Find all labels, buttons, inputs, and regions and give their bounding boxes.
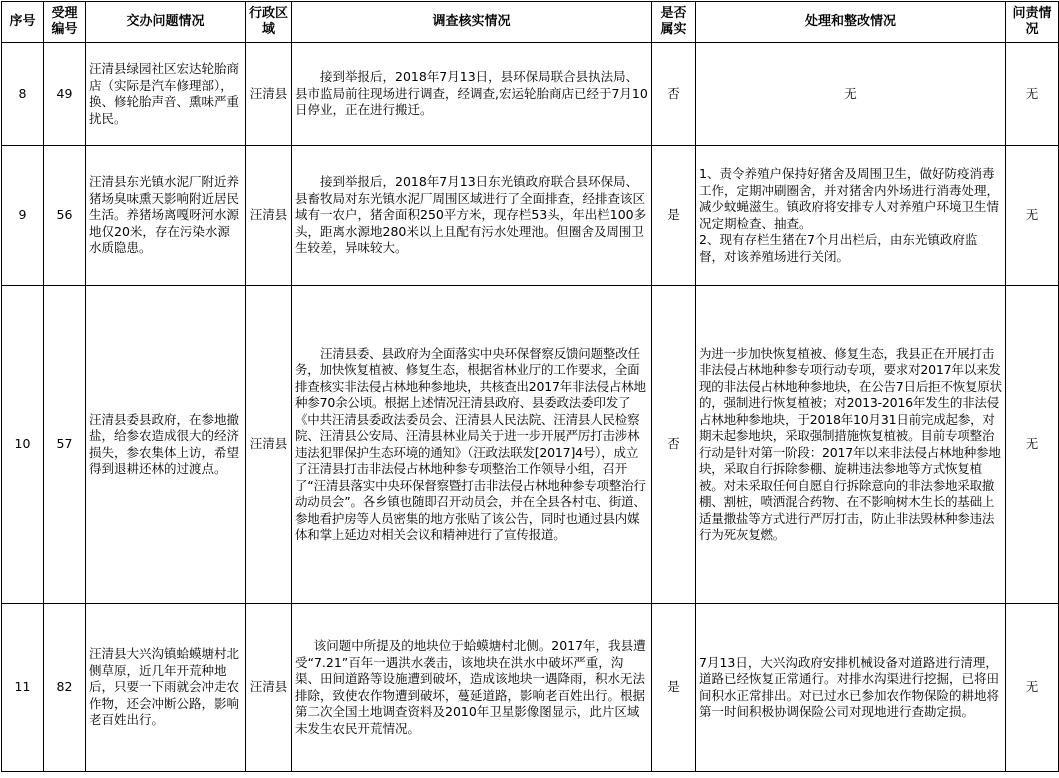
cell-verified: 是 <box>652 604 696 772</box>
cell-investigation: 接到举报后，2018年7月13日，县环保局联合县执法局、县市监局前往现场进行调查，经调查,宏运轮胎商店已经于7月10日停业，正在进行搬迁。 <box>292 43 652 146</box>
header-verified: 是否属实 <box>652 2 696 43</box>
cell-no: 10 <box>2 286 44 604</box>
cell-case-no: 57 <box>44 286 86 604</box>
cell-accountability: 无 <box>1006 43 1059 146</box>
cell-handling: 无 <box>696 43 1006 146</box>
cell-no: 9 <box>2 146 44 286</box>
cell-investigation: 汪清县委、县政府为全面落实中央环保督察反馈问题整改任务，加快恢复植被、修复生态，根据省林业厅的工作要求，全面排查核实非法侵占林地种参地块，共核查出2017年非法侵占林地种参70余公顷。根据上述情况汪清县政府、县委政法委印发了《中共汪清县委政法委员会、汪清县人民法院、汪清县人民检察院、汪清县公安局、汪清县林业局关于进一步开展严厉打击涉林违法犯罪保护生态环境的通知》（汪政法联发[2017]4号），成立了汪清县打击非法侵占林地种参专项整治工作领导小组，召开了“汪清县落实中央环保督察暨打击非法侵占林地种参专项整治行动动员会”。各乡镇也随即召开动员会，并在全县各村屯、街道、参地看护房等人员密集的地方张贴了该公告，同时也通过县内媒体和掌上延边对相关会议和精神进行了宣传报道。 <box>292 286 652 604</box>
table-row <box>2 43 1059 146</box>
cell-handling: 7月13日，大兴沟政府安排机械设备对道路进行清理，道路已经恢复正常通行。对排水沟渠进行挖掘，已将田间积水正常排出。对已过水已参加农作物保险的耕地将第一时间积极协调保险公司对现地进行查勘定损。 <box>696 604 1006 772</box>
cell-accountability: 无 <box>1006 286 1059 604</box>
cell-no: 11 <box>2 604 44 772</box>
table-row <box>2 146 1059 286</box>
header-no: 序号 <box>2 2 44 43</box>
cell-verified: 是 <box>652 146 696 286</box>
cell-issue: 汪清县大兴沟镇蛤蟆塘村北侧草原，近几年开荒种地后，只要一下雨就会冲走农作物，还会冲断公路，影响老百姓出行。 <box>86 604 246 772</box>
header-issue: 交办问题情况 <box>86 2 246 43</box>
cell-handling: 1、责令养殖户保持好猪舍及周围卫生，做好防疫消毒工作，定期冲刷圈舍，并对猪舍内外场进行消毒处理，减少蚊蝇滋生。镇政府将安排专人对养殖户环境卫生情况定期检查、抽查。 2、现有存栏生猪在7个月出栏后，由东光镇政府监督，对该养殖场进行关闭。 <box>696 146 1006 286</box>
cell-issue: 汪清县委县政府，在参地撤盐，给参农造成很大的经济损失，参农集体上访，希望得到退耕还林的过渡点。 <box>86 286 246 604</box>
cell-case-no: 82 <box>44 604 86 772</box>
cell-handling: 为进一步加快恢复植被、修复生态，我县正在开展打击非法侵占林地种参专项行动专项，要求对2017年以来发现的非法侵占林地种参地块，在公告7日后拒不恢复原状的，强制进行恢复植被；对2013-2016年发生的非法侵占林地种参地块，于2018年10月31日前完成起参，对期未起参地块，采取强制措施恢复植被。目前专项整治行动是针对第一阶段：2017年以来非法侵占林地种参地块，采取自行拆除参棚、旋耕违法参地等方式恢复植被。对未采取任何自愿自行拆除意向的非法参地采取撤棚、割桩，喷洒混合药物、在不影响树木生长的基础上适量撒盐等方式进行严厉打击，防止非法毁林种参违法行为死灰复燃。 <box>696 286 1006 604</box>
cell-no: 8 <box>2 43 44 146</box>
table-row <box>2 604 1059 772</box>
cell-investigation: 接到举报后，2018年7月13日东光镇政府联合县环保局、县畜牧局对东光镇水泥厂周围区域进行了全面排查，经排查该区域有一农户，猪舍面积250平方米，现存栏53头，年出栏100多头，距离水源地280米以上且配有污水处理池。但圈舍及周围卫生较差，异味较大。 <box>292 146 652 286</box>
header-handling: 处理和整改情况 <box>696 2 1006 43</box>
header-investigation: 调查核实情况 <box>292 2 652 43</box>
cell-verified: 否 <box>652 43 696 146</box>
cell-case-no: 49 <box>44 43 86 146</box>
header-case-no: 受理编号 <box>44 2 86 43</box>
header-accountability: 问责情况 <box>1006 2 1059 43</box>
cell-issue: 汪清县东光镇水泥厂附近养猪场臭味熏天影响附近居民生活。养猪场离嘎呀河水源地仅20米，存在污染水源水质隐患。 <box>86 146 246 286</box>
cell-issue: 汪清县绿园社区宏达轮胎商店（实际是汽车修理部），换、修轮胎声音、熏味严重扰民。 <box>86 43 246 146</box>
supervision-report-table <box>1 1 1059 772</box>
cell-region: 汪清县 <box>246 43 292 146</box>
table-row <box>2 286 1059 604</box>
header-region: 行政区域 <box>246 2 292 43</box>
cell-accountability: 无 <box>1006 146 1059 286</box>
header-row <box>2 2 1059 43</box>
cell-region: 汪清县 <box>246 146 292 286</box>
cell-verified: 否 <box>652 286 696 604</box>
cell-accountability: 无 <box>1006 604 1059 772</box>
cell-case-no: 56 <box>44 146 86 286</box>
cell-investigation: 该问题中所提及的地块位于蛤蟆塘村北侧。2017年，我县遭受“7.21”百年一遇洪水袭击，该地块在洪水中破坏严重，沟渠、田间道路等设施遭到破坏，造成该地块一遇降雨，积水无法排除，致使农作物遭到破坏，蔓延道路，影响老百姓出行。根据第二次全国土地调查资料及2010年卫星影像图显示，此片区域未发生农民开荒情况。 <box>292 604 652 772</box>
cell-region: 汪清县 <box>246 286 292 604</box>
cell-region: 汪清县 <box>246 604 292 772</box>
